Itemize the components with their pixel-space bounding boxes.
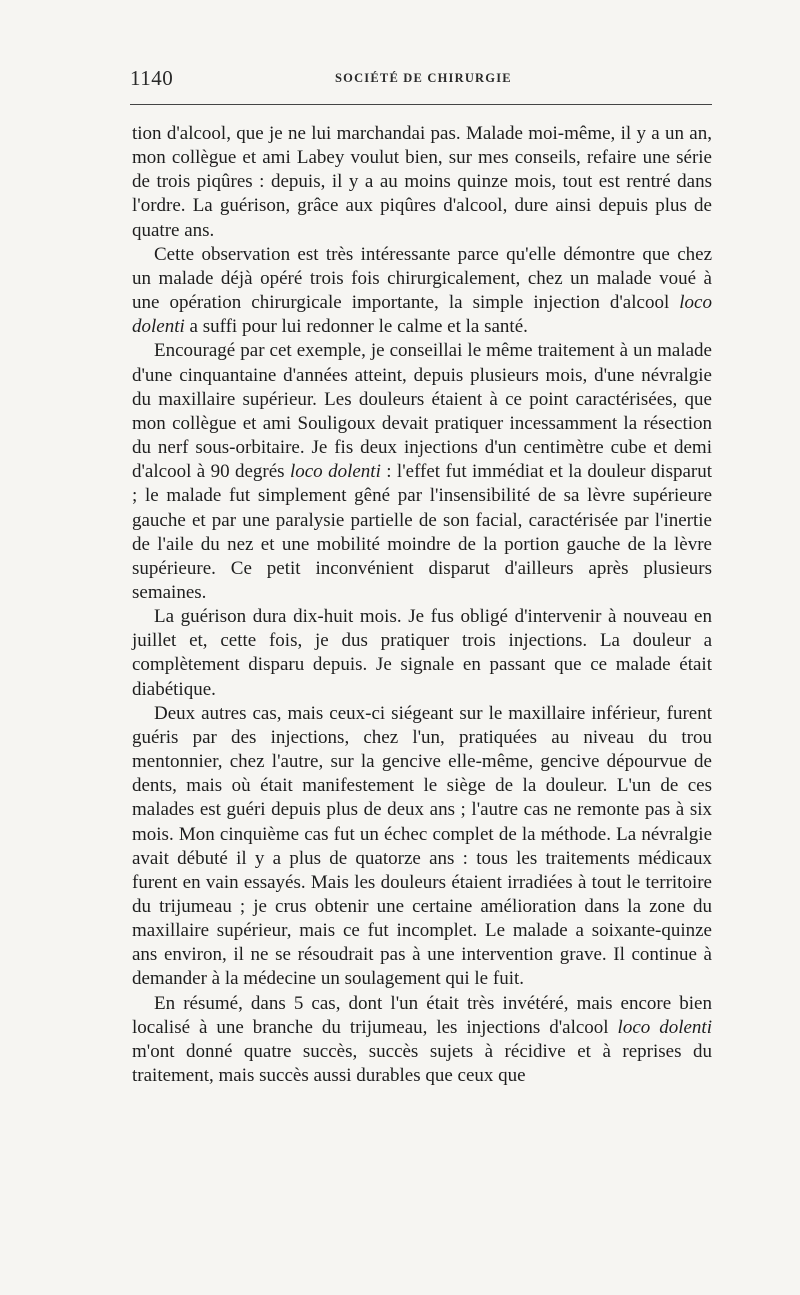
- paragraph-text: a suffi pour lui redonner le calme et la santé.: [184, 316, 528, 338]
- paragraph-text: Cette observation est très intéressante parce qu'elle démontre que chez un malade déjà opéré trois fois chirurgicalement, chez un malade voué à une opération chirurgicale importante, la simple injection d'alcool: [132, 243, 712, 314]
- paragraph: [132, 243, 712, 340]
- latin-phrase: loco dolenti: [289, 461, 381, 483]
- running-head: SOCIÉTÉ DE CHIRURGIE: [335, 71, 512, 85]
- paragraph: [132, 992, 712, 1089]
- page-header: [130, 66, 712, 96]
- paragraph: [132, 702, 712, 992]
- latin-phrase: loco dolenti: [132, 292, 712, 338]
- paragraph-text: m'ont donné quatre succès, succès sujets à récidive et à reprises du traitement, mais succès aussi durables que ceux que: [132, 1040, 712, 1087]
- page-number: 1140: [130, 66, 174, 90]
- paragraph: [132, 605, 712, 702]
- paragraph-text: tion d'alcool, que je ne lui marchandai pas. Malade moi-même, il y a un an, mon collègue et ami Labey voulut bien, sur mes conseils, refaire une série de trois piqûres : depuis, il y a au moins quinze mois, tout est rentré dans l'ordre. La guérison, grâce aux piqûres d'alcool, dure ainsi depuis plus de quatre ans.: [132, 123, 712, 241]
- paragraph-text: En résumé, dans 5 cas, dont l'un était très invétéré, mais encore bien localisé à une branche du trijumeau, les injections d'alcool: [132, 992, 712, 1038]
- paragraph-text: La guérison dura dix-huit mois. Je fus obligé d'intervenir à nouveau en juillet et, cette fois, je dus pratiquer trois injections. La douleur a complètement disparu depuis. Je signale en passant que ce malade était diabétique.: [132, 606, 712, 700]
- paragraph-text: : l'effet fut immédiat et la douleur disparut ; le malade fut simplement gêné par l'insensibilité de sa lèvre supérieure gauche et par une paralysie partielle de son facial, caractérisée par l'inertie de l'aile du nez et une mobilité moindre de la portion gauche de la lèvre supérieure. Ce petit inconvénient disparut d'ailleurs après plusieurs semaines.: [132, 461, 713, 603]
- paragraph: [132, 339, 712, 605]
- paragraph-text: Deux autres cas, mais ceux-ci siégeant sur le maxillaire inférieur, furent guéris par des injections, chez l'un, pratiquées au niveau du trou mentonnier, chez l'autre, sur la gencive elle-même, gencive dépourvue de dents, mais où était manifestement le siège de la douleur. L'un de ces malades est guéri depuis plus de deux ans ; l'autre cas ne remonte pas à six mois. Mon cinquième cas fut un échec complet de la méthode. La névralgie avait débuté il y a plus de quatorze ans : tous les traitements médicaux furent en vain essayés. Mais les douleurs étaient irradiées à tout le territoire du trijumeau ; je crus obtenir une certaine amélioration dans la zone du maxillaire supérieur, mais ce fut incomplet. Le malade a soixante-quinze ans environ, il ne se résoudrait pas à une intervention grave. Il continue à demander à la médecine un soulagement qui le fuit.: [132, 702, 712, 990]
- body-text: [132, 122, 712, 1088]
- paragraph: [132, 122, 712, 243]
- header-rule: [130, 104, 712, 105]
- paragraph-text: Encouragé par cet exemple, je conseillai le même traitement à un malade d'une cinquantaine d'années atteint, depuis plusieurs mois, d'une névralgie du maxillaire supérieur. Les douleurs étaient à ce point caractérisées, que mon collègue et ami Souligoux devait pratiquer incessamment la résection du nerf sous-orbitaire. Je fis deux injections d'un centimètre cube et demi d'alcool à 90 degrés: [132, 340, 712, 483]
- latin-phrase: loco dolenti: [617, 1016, 712, 1038]
